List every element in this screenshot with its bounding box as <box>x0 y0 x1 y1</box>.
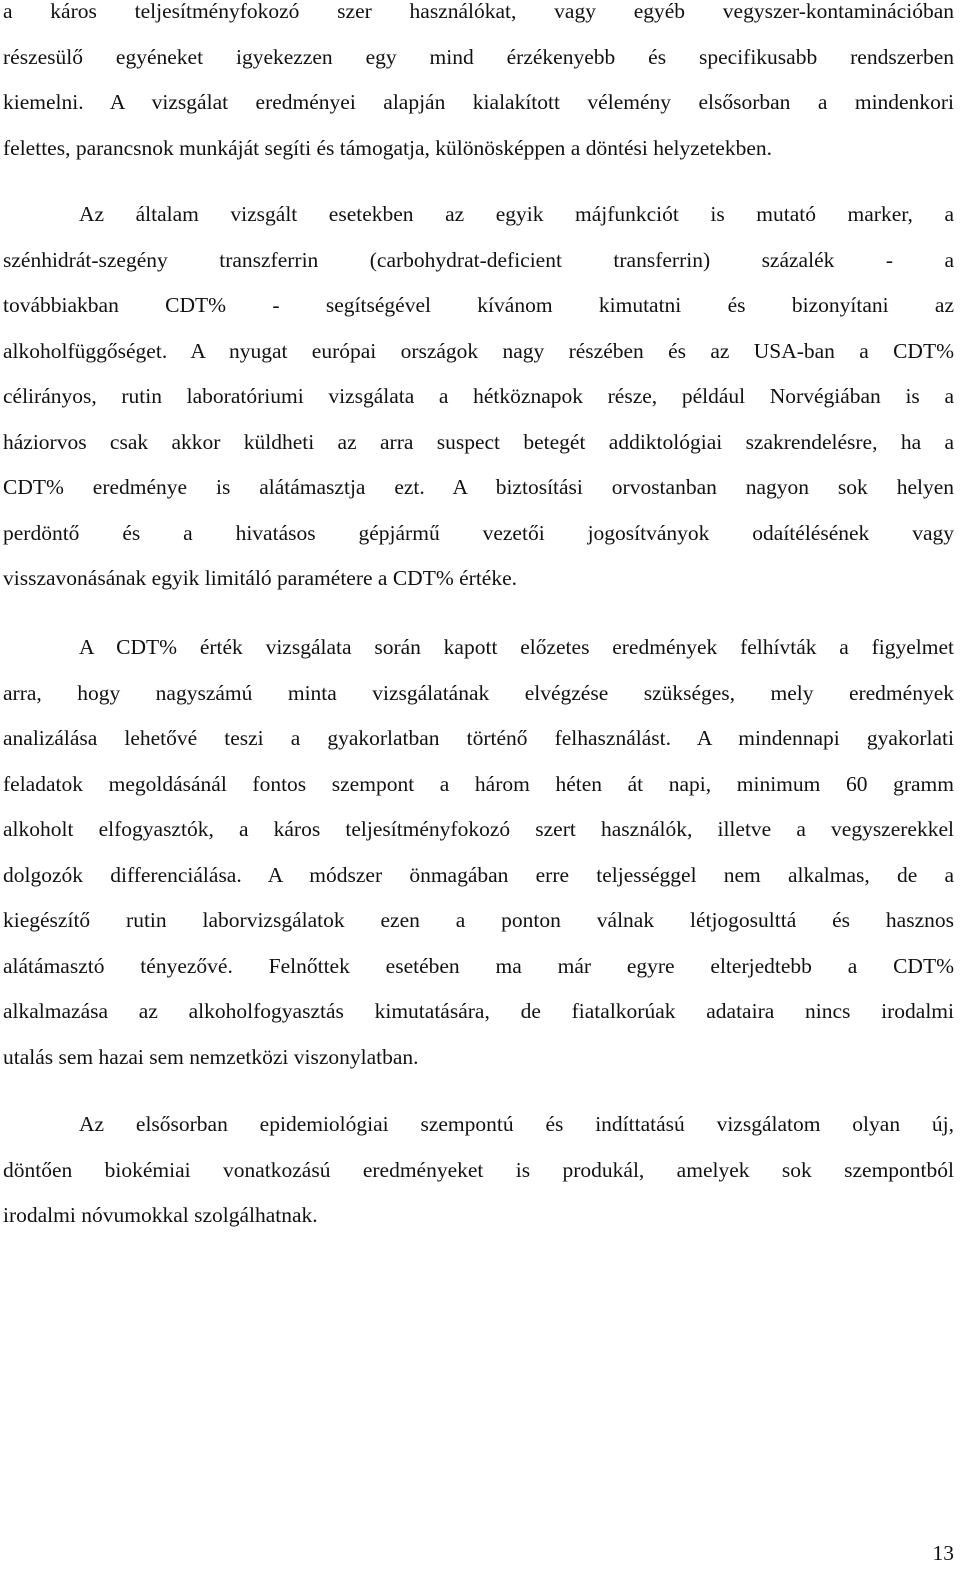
text-line: CDT% eredménye is alátámasztja ezt. A biztosítási orvostanban nagyon sok helyen <box>3 475 954 499</box>
text-line: felettes, parancsnok munkáját segíti és támogatja, különösképpen a döntési helyzetekben. <box>3 135 772 160</box>
text-line: analizálása lehetővé teszi a gyakorlatban történő felhasználást. A mindennapi gyakorlati <box>3 726 954 750</box>
text-line: A CDT% érték vizsgálata során kapott előzetes eredmények felhívták a figyelmet <box>79 635 954 659</box>
page-number: 13 <box>932 1541 954 1565</box>
text-line: feladatok megoldásánál fontos szempont a három héten át napi, minimum 60 gramm <box>3 771 954 796</box>
paragraph-1 <box>3 0 954 171</box>
paragraph-4 <box>3 1102 954 1239</box>
text-line: szénhidrát-szegény transzferrin (carbohydrat-deficient transferrin) százalék - a <box>3 247 954 272</box>
text-line: irodalmi nóvumokkal szolgálhatnak. <box>3 1203 318 1227</box>
text-line: célirányos, rutin laboratóriumi vizsgálata a hétköznapok része, például Norvégiában is a <box>3 384 954 408</box>
paragraph-2 <box>3 192 954 602</box>
text-line: háziorvos csak akkor küldheti az arra suspect betegét addiktológiai szakrendelésre, ha a <box>3 429 954 454</box>
text-line: kiegészítő rutin laborvizsgálatok ezen a ponton válnak létjogosulttá és hasznos <box>3 908 954 932</box>
text-line: alkoholt elfogyasztók, a káros teljesítményfokozó szert használók, illetve a vegyszerekkel <box>3 817 954 841</box>
text-line: részesülő egyéneket igyekezzen egy mind érzékenyebb és specifikusabb rendszerben <box>3 44 954 69</box>
text-line: perdöntő és a hivatásos gépjármű vezetői jogosítványok odaítélésének vagy <box>3 520 954 545</box>
text-line: Az általam vizsgált esetekben az egyik májfunkciót is mutató marker, a <box>79 202 954 226</box>
text-line: visszavonásának egyik limitáló paramétere a CDT% értéke. <box>3 566 518 590</box>
text-line: Az elsősorban epidemiológiai szempontú és indíttatású vizsgálatom olyan új, <box>79 1112 954 1136</box>
text-line: utalás sem hazai sem nemzetközi viszonylatban. <box>3 1044 419 1069</box>
text-line: dolgozók differenciálása. A módszer önmagában erre teljességgel nem alkalmas, de a <box>3 862 954 887</box>
text-line: a káros teljesítményfokozó szer használókat, vagy egyéb vegyszer-kontaminációban <box>3 0 954 23</box>
paragraph-3 <box>3 625 954 1080</box>
text-line: kiemelni. A vizsgálat eredményei alapján kialakított vélemény elsősorban a mindenkori <box>3 90 954 114</box>
text-line: alkalmazása az alkoholfogyasztás kimutatására, de fiatalkorúak adataira nincs irodalmi <box>3 999 954 1023</box>
text-line: alátámasztó tényezővé. Felnőttek esetében ma már egyre elterjedtebb a CDT% <box>3 953 954 978</box>
text-line: továbbiakban CDT% - segítségével kívánom kimutatni és bizonyítani az <box>3 293 954 317</box>
text-line: alkoholfüggőséget. A nyugat európai országok nagy részében és az USA-ban a CDT% <box>3 338 954 363</box>
text-line: arra, hogy nagyszámú minta vizsgálatának elvégzése szükséges, mely eredmények <box>3 680 954 705</box>
text-line: döntően biokémiai vonatkozású eredményeket is produkál, amelyek sok szempontból <box>3 1157 954 1182</box>
